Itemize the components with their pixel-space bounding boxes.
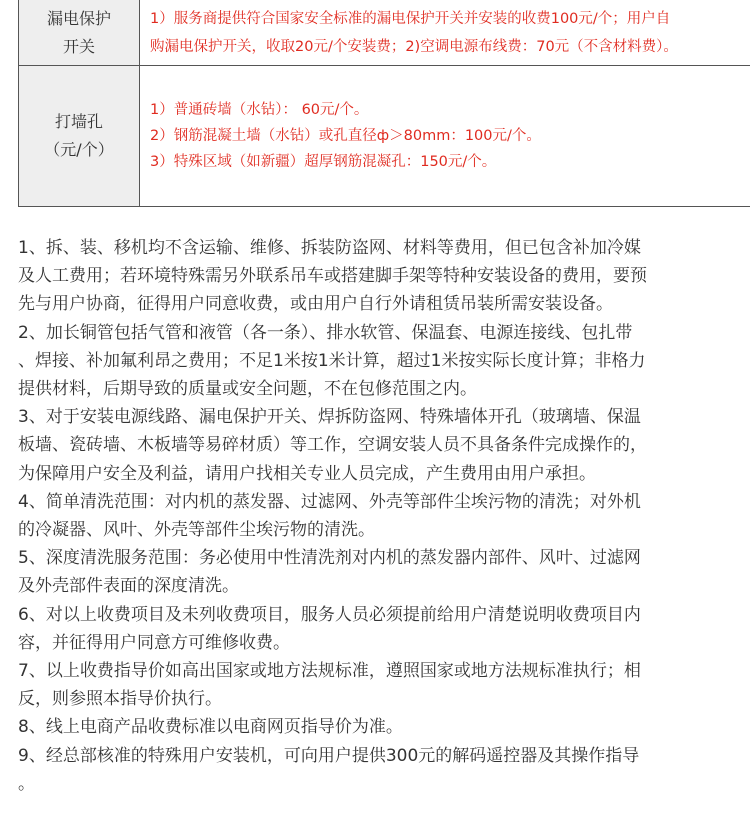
note-line: 、焊接、补加氟利昂之费用；不足1米按1米计算，超过1米按实际长度计算；非格力 [18, 350, 646, 371]
note-line: 8、线上电商产品收费标准以电商网页指导价为准。 [18, 717, 403, 738]
note-line: 提供材料，后期导致的质量或安全问题，不在包修范围之内。 [18, 379, 477, 400]
label-line: 漏电保护 [46, 8, 111, 28]
description-line: 2）钢筋混凝土墙（水钻）或孔直径ф＞80mm：100元/个。 [150, 128, 541, 144]
note-line: 及人工费用；若环境特殊需另外联系吊车或搭建脚手架等特种安装设备的费用，要预 [18, 266, 647, 287]
note-line: 为保障用户安全及利益，请用户找相关专业人员完成，产生费用由用户承担。 [18, 463, 596, 484]
label-line: （元/个） [44, 140, 114, 159]
fee-row-leakage-switch [19, 0, 750, 66]
note-line: 先与用户协商，征得用户同意收费，或由用户自行外请租赁吊装所需安装设备。 [18, 294, 613, 315]
note-item [18, 601, 740, 657]
fee-row-label [19, 66, 140, 207]
description-line: 1）服务商提供符合国家安全标准的漏电保护开关并安装的收费100元/个；用户自 [150, 10, 671, 27]
note-line: 。 [18, 773, 35, 794]
note-line: 1、拆、装、移机均不含运输、维修、拆装防盗网、材料等费用，但已包含补加冷媒 [18, 238, 641, 258]
note-item [18, 319, 740, 404]
label-line: 打墙孔 [54, 112, 103, 131]
note-item [18, 713, 740, 741]
note-line: 的冷凝器、风叶、外壳等部件尘埃污物的清洗。 [18, 520, 375, 541]
note-line: 7、以上收费指导价如高出国家或地方法规标准，遵照国家或地方法规标准执行；相 [18, 661, 641, 682]
description-line: 购漏电保护开关，收取20元/个安装费；2)空调电源布线费：70元（不含材料费）。 [150, 38, 678, 55]
note-item [18, 742, 740, 798]
fee-row-description [140, 66, 750, 207]
description-line: 1）普通砖墙（水钻）： 60元/个。 [150, 102, 369, 118]
description-line: 3）特殊区域（如新疆）超厚钢筋混凝孔：150元/个。 [150, 154, 497, 170]
note-item [18, 544, 740, 600]
fee-row-label [19, 0, 140, 66]
note-item [18, 403, 740, 488]
note-item [18, 234, 740, 319]
fee-row-description [140, 0, 750, 66]
note-line: 6、对以上收费项目及未列收费项目，服务人员必须提前给用户清楚说明收费项目内 [18, 604, 641, 625]
note-line: 反，则参照本指导价执行。 [18, 689, 222, 710]
label-line: 开关 [62, 36, 95, 56]
note-line: 容，并征得用户同意方可维修收费。 [18, 632, 290, 653]
note-line: 4、简单清洗范围：对内机的蒸发器、过滤网、外壳等部件尘埃污物的清洗；对外机 [18, 491, 641, 512]
note-item [18, 488, 740, 544]
note-line: 及外壳部件表面的深度清洗。 [18, 576, 239, 597]
note-line: 9、经总部核准的特殊用户安装机，可向用户提供300元的解码遥控器及其操作指导 [18, 745, 640, 766]
note-line: 2、加长铜管包括气管和液管（各一条）、排水软管、保温套、电源连接线、包扎带 [18, 322, 633, 343]
notes-list [18, 234, 740, 798]
note-line: 板墙、瓷砖墙、木板墙等易碎材质）等工作，空调安装人员不具备条件完成操作的， [18, 435, 647, 456]
fee-row-wall-drilling [19, 66, 750, 207]
fee-table [18, 0, 750, 207]
note-item [18, 657, 740, 713]
note-line: 3、对于安装电源线路、漏电保护开关、焊拆防盗网、特殊墙体开孔（玻璃墙、保温 [18, 407, 641, 428]
note-line: 5、深度清洗服务范围：务必使用中性清洗剂对内机的蒸发器内部件、风叶、过滤网 [18, 548, 641, 569]
